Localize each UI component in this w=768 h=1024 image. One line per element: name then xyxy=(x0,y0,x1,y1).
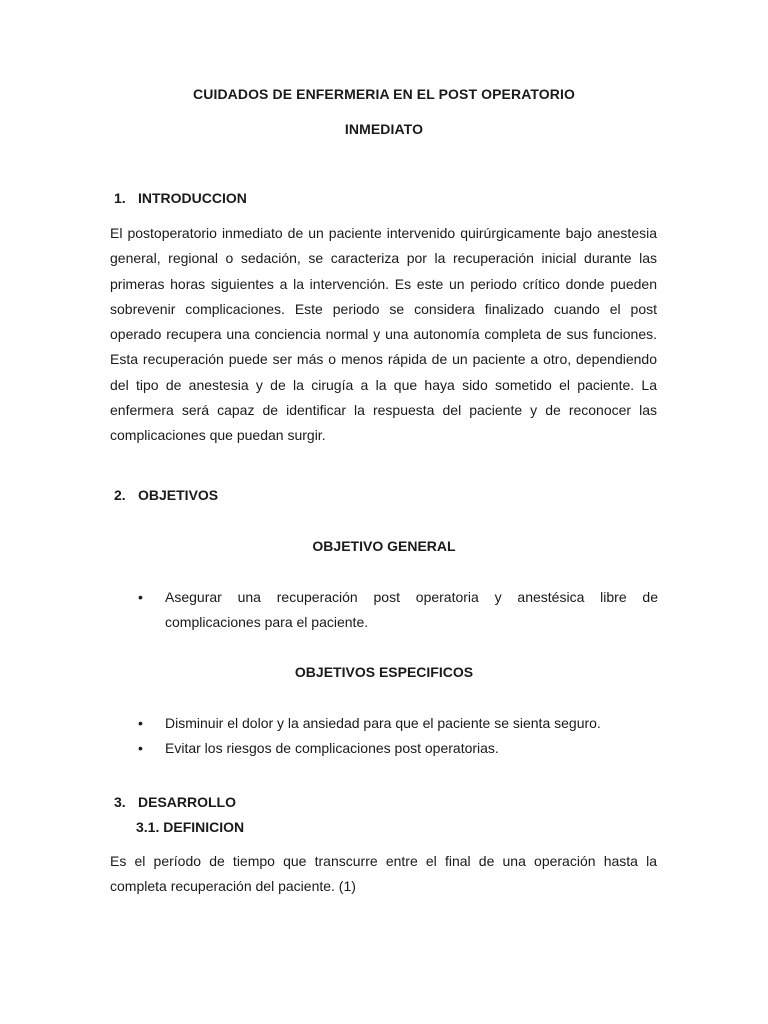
section-number: 2. xyxy=(114,487,126,503)
bullet-icon: • xyxy=(138,589,143,605)
objetivo-general-list xyxy=(138,585,658,636)
introduccion-paragraph: El postoperatorio inmediato de un paciente intervenido quirúrgicamente bajo anestesia general, regional o sedación, se caracteriza por la recuperación inicial durante las primeras horas siguientes a la intervención. Es este un periodo crítico donde pueden sobrevenir complicaciones. Este periodo se considera finalizado cuando el post operado recupera una conciencia normal y una autonomía completa de sus funciones. Esta recuperación puede ser más o menos rápida de un paciente a otro, dependiendo del tipo de anestesia y de la cirugía a la que haya sido sometido el paciente. La enfermera será capaz de identificar la respuesta del paciente y de reconocer las complicaciones que puedan surgir. xyxy=(110,225,657,444)
objetivos-especificos-list xyxy=(138,711,658,762)
document-title-line2: INMEDIATO xyxy=(344,121,424,137)
section-heading-desarrollo xyxy=(114,794,236,810)
section-heading-objetivos xyxy=(114,487,218,503)
list-item-text: Evitar los riesgos de complicaciones post operatorias. xyxy=(165,740,499,757)
list-item xyxy=(138,585,658,636)
section-title: OBJETIVOS xyxy=(138,487,219,503)
list-item xyxy=(138,736,658,761)
section-title: INTRODUCCION xyxy=(138,190,247,206)
list-item-text: Asegurar una recuperación post operatoria y anestésica libre de complicaciones para el paciente. xyxy=(165,589,658,631)
section-number: 3. xyxy=(114,794,126,810)
section-title: DESARROLLO xyxy=(138,794,236,810)
section-number: 1. xyxy=(114,190,126,206)
objetivo-general-heading: OBJETIVO GENERAL xyxy=(312,538,456,554)
bullet-icon: • xyxy=(138,740,143,757)
section-heading-introduccion xyxy=(114,190,247,206)
list-item xyxy=(138,711,658,736)
objetivos-especificos-heading: OBJETIVOS ESPECIFICOS xyxy=(294,664,474,680)
document-title-line1: CUIDADOS DE ENFERMERIA EN EL POST OPERATORIO xyxy=(193,86,575,102)
subsection-number: 3.1. xyxy=(136,819,160,835)
subsection-heading-definicion xyxy=(136,819,244,835)
definicion-paragraph: Es el período de tiempo que transcurre entre el final de una operación hasta la completa recuperación del paciente. (1) xyxy=(110,853,657,895)
subsection-title: DEFINICION xyxy=(163,819,245,835)
bullet-icon: • xyxy=(138,715,143,731)
list-item-text: Disminuir el dolor y la ansiedad para que el paciente se sienta seguro. xyxy=(165,715,601,731)
